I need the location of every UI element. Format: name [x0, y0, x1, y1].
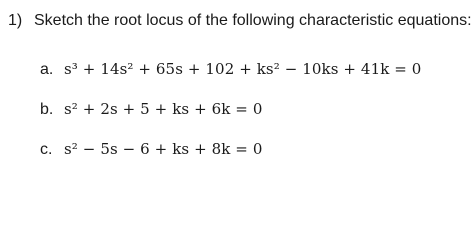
part-a-letter: a. [40, 61, 54, 78]
part-b [40, 100, 262, 119]
part-c-equation: s² − 5s − 6 + ks + 8k = 0 [64, 140, 263, 158]
question-number: 1) [8, 12, 23, 29]
part-c-letter: c. [40, 141, 53, 158]
part-c [40, 140, 262, 159]
part-a-equation: s³ + 14s² + 65s + 102 + ks² − 10ks + 41k = 0 [64, 60, 422, 78]
part-a [40, 60, 421, 79]
question-heading [8, 12, 472, 30]
part-b-letter: b. [40, 101, 54, 118]
question-prompt: Sketch the root locus of the following characteristic equations: [34, 12, 472, 29]
part-b-equation: s² + 2s + 5 + ks + 6k = 0 [64, 100, 263, 118]
